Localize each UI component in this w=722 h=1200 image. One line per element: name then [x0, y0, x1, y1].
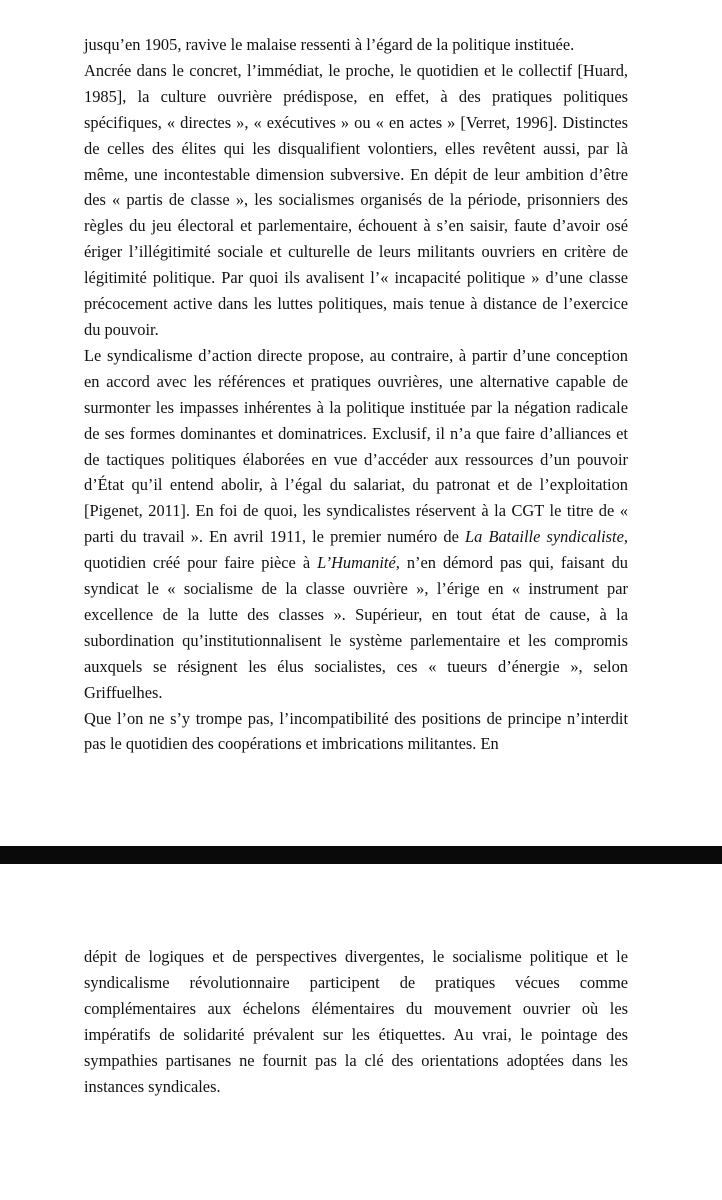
paragraph-1: jusqu’en 1905, ravive le malaise ressenti à l’égard de la politique instituée.: [84, 35, 575, 54]
paragraph-3-part-1: Le syndicalisme d’action directe propose, au contraire, à partir d’une conception en accord avec les références et pratiques ouvrières, une alternative capable de surmonter les impasses inhérentes à la politique instituée par la négation radicale de ses formes dominantes et dominatrices. Exclusif, il n’a que faire d’alliances et de tactiques politiques élaborées en vue d’accéder aux ressources d’un pouvoir d’État qu’il entend abolir, à l’égal du salariat, du patronat et de l’exploitation [Pigenet, 2011]. En foi de quoi, les syndicalistes réservent à la CGT le titre de « parti du travail ». En avril 1911, le premier numéro de: [84, 345, 628, 547]
paragraph-3-part-2: , quotidien créé pour faire pièce à: [84, 527, 628, 573]
right-margin: [710, 0, 722, 1200]
page-bottom-text: [84, 944, 628, 1099]
paragraph-3-part-3: , n’en démord pas qui, faisant du syndicat le « socialisme de la classe ouvrière », l’érige en « instrument par excellence de la lutte des classes ». Supérieur, en tout état de cause, à la subordination qu’institutionnalisent le système parlementaire et les compromis auxquels se résignent les élus socialistes, ces « tueurs d’énergie », selon Griffuelhes.: [84, 553, 628, 702]
newspaper-title-humanite: L’Humanité: [317, 553, 396, 573]
paragraph-3: [84, 343, 628, 706]
newspaper-title-bataille: La Bataille syndicaliste: [465, 527, 624, 547]
page-top-text: [84, 32, 628, 757]
paragraph-5: dépit de logiques et de perspectives divergentes, le socialisme politique et le syndicalisme révolutionnaire participent de pratiques vécues comme complémentaires aux échelons élémentaires du mouvement ouvrier où les impératifs de solidarité prévalent sur les étiquettes. Au vrai, le pointage des sympathies partisanes ne fournit pas la clé des orientations adoptées dans les instances syndicales.: [84, 947, 628, 1096]
page-separator: [0, 846, 722, 864]
paragraph-2: Ancrée dans le concret, l’immédiat, le proche, le quotidien et le collectif [Huard, 1985], la culture ouvrière prédispose, en effet, à des pratiques politiques spécifiques, « directes », « exécutives » ou « en actes » [Verret, 1996]. Distinctes de celles des élites qui les disqualifient volontiers, elles revêtent aussi, par là même, une incontestable dimension subversive. En dépit de leur ambition d’être des « partis de classe », les socialismes organisés de la période, prisonniers des règles du jeu électoral et parlementaire, échouent à s’en saisir, faute d’avoir osé ériger l’illégitimité sociale et culturelle de leurs militants ouvriers en critère de légitimité politique. Par quoi ils avalisent l’« incapacité politique » d’une classe précocement active dans les luttes politiques, mais tenue à distance de l’exercice du pouvoir.: [84, 60, 628, 339]
paragraph-4: Que l’on ne s’y trompe pas, l’incompatibilité des positions de principe n’interdit pas le quotidien des coopérations et imbrications militantes. En: [84, 708, 628, 754]
left-margin: [0, 0, 12, 1200]
